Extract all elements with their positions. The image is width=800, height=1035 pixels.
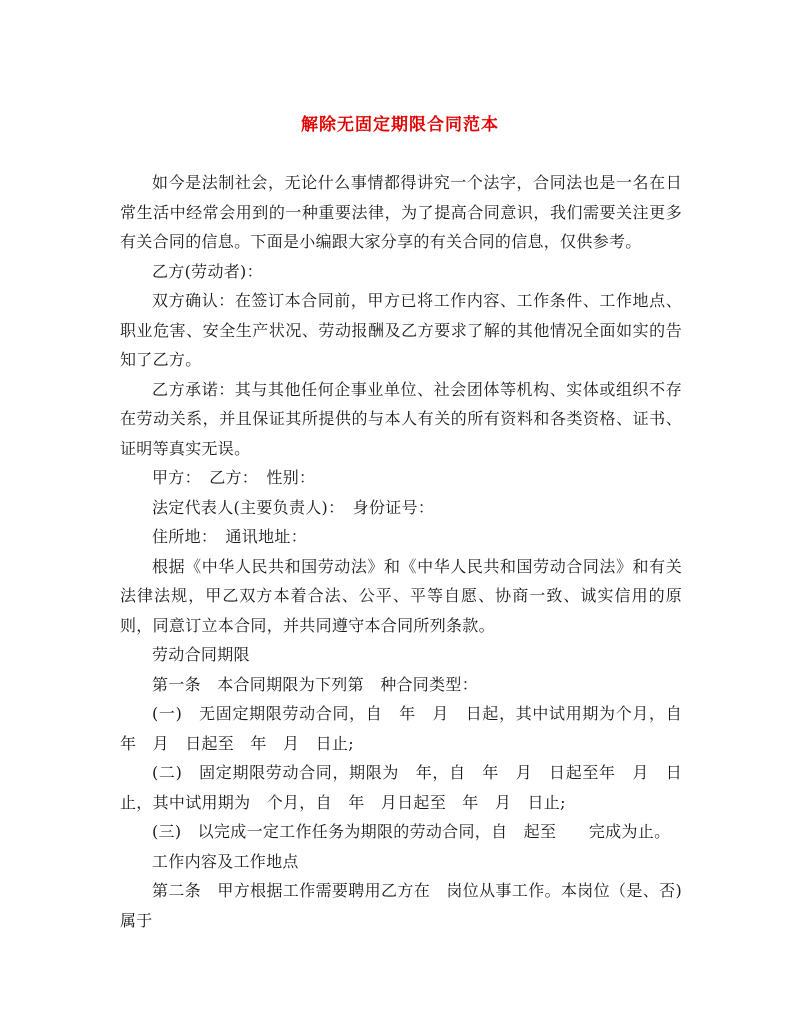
paragraph-confirmation: 双方确认：在签订本合同前，甲方已将工作内容、工作条件、工作地点、职业危害、安全生产状况、劳动报酬及乙方要求了解的其他情况全面如实的告知了乙方。 <box>120 291 682 369</box>
article-1-item-2: (二) 固定期限劳动合同，期限为 年，自 年 月 日起至年 月 日止，其中试用期为 个月，自 年 月日起至 年 月 日止; <box>120 763 682 812</box>
section-heading-work: 工作内容及工作地点 <box>152 851 299 871</box>
article-1-item-1: (一) 无固定期限劳动合同，自 年 月 日起，其中试用期为个月，自 年 月 日起至 年 月 日止; <box>120 704 699 753</box>
paragraph-intro: 如今是法制社会，无论什么事情都得讲究一个法字，合同法也是一名在日常生活中经常会用到的一种重要法律，为了提高合同意识，我们需要关注更多有关合同的信息。下面是小编跟大家分享的有关合同的信息，仅供参考。 <box>120 173 682 251</box>
article-1-item-3: (三) 以完成一定工作任务为期限的劳动合同，自 起至 完成为止。 <box>152 822 671 841</box>
article-2: 第二条 甲方根据工作需要聘用乙方在 岗位从事工作。本岗位（是、否)属于 <box>120 881 682 930</box>
paragraph-party-b: 乙方(劳动者)： <box>152 261 263 281</box>
article-1: 第一条 本合同期限为下列第 种合同类型： <box>152 674 479 694</box>
paragraph-legal-basis: 根据《中华人民共和国劳动法》和《中华人民共和国劳动合同法》和有关法律法规，甲乙双方本着合法、公平、平等自愿、协商一致、诚实信用的原则，同意订立本合同，并共同遵守本合同所列条款。 <box>120 556 682 635</box>
paragraph-address: 住所地： 通讯地址： <box>152 527 308 546</box>
document-body <box>120 168 699 935</box>
section-heading-term: 劳动合同期限 <box>152 645 250 664</box>
paragraph-commitment: 乙方承诺：其与其他任何企事业单位、社会团体等机构、实体或组织不存在劳动关系，并且保证其所提供的与本人有关的所有资料和各类资格、证书、证明等真实无误。 <box>120 379 682 458</box>
paragraph-legal-rep: 法定代表人(主要负责人)： 身份证号： <box>152 497 435 517</box>
document-title: 解除无固定期限合同范本 <box>301 115 499 135</box>
paragraph-parties: 甲方： 乙方： 性别： <box>152 468 316 487</box>
